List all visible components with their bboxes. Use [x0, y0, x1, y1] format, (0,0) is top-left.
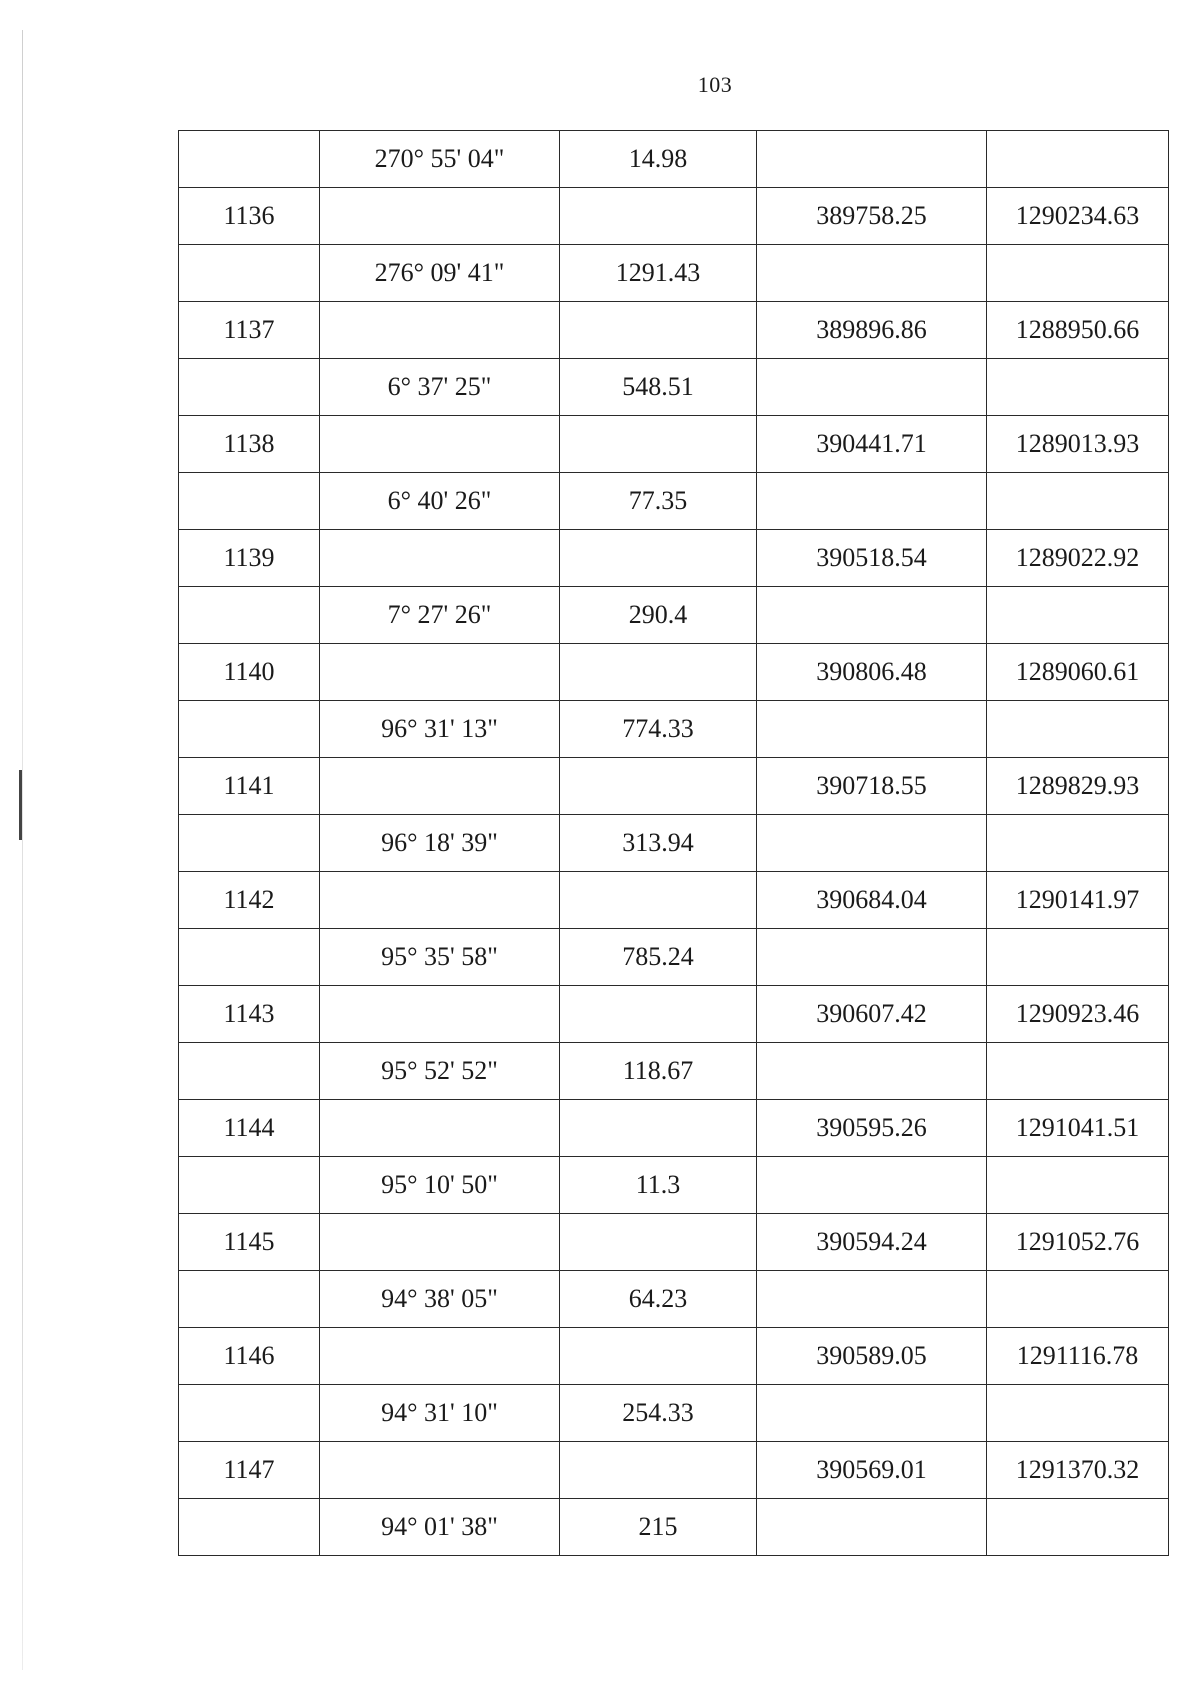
easting-cell: 1289829.93 — [987, 758, 1169, 815]
northing-cell — [757, 1385, 987, 1442]
table-row — [179, 245, 1169, 302]
distance-cell: 11.3 — [560, 1157, 757, 1214]
station-cell — [179, 359, 320, 416]
bearing-cell — [320, 302, 560, 359]
station-cell: 1138 — [179, 416, 320, 473]
bearing-cell — [320, 986, 560, 1043]
station-cell: 1146 — [179, 1328, 320, 1385]
distance-cell: 77.35 — [560, 473, 757, 530]
distance-cell: 215 — [560, 1499, 757, 1556]
bearing-cell: 7° 27' 26" — [320, 587, 560, 644]
easting-cell — [987, 359, 1169, 416]
bearing-cell: 95° 52' 52" — [320, 1043, 560, 1100]
distance-cell — [560, 302, 757, 359]
survey-table-body — [179, 131, 1169, 1556]
table-row — [179, 131, 1169, 188]
station-cell: 1145 — [179, 1214, 320, 1271]
distance-cell: 548.51 — [560, 359, 757, 416]
station-cell: 1142 — [179, 872, 320, 929]
bearing-cell — [320, 530, 560, 587]
station-cell — [179, 131, 320, 188]
station-cell: 1137 — [179, 302, 320, 359]
table-row — [179, 701, 1169, 758]
station-cell: 1136 — [179, 188, 320, 245]
northing-cell — [757, 1043, 987, 1100]
bearing-cell: 96° 31' 13" — [320, 701, 560, 758]
easting-cell: 1290923.46 — [987, 986, 1169, 1043]
station-cell — [179, 587, 320, 644]
bearing-cell: 6° 40' 26" — [320, 473, 560, 530]
bearing-cell — [320, 644, 560, 701]
distance-cell — [560, 1328, 757, 1385]
table-row — [179, 416, 1169, 473]
easting-cell: 1289060.61 — [987, 644, 1169, 701]
northing-cell: 389758.25 — [757, 188, 987, 245]
station-cell — [179, 1271, 320, 1328]
distance-cell — [560, 1442, 757, 1499]
distance-cell: 774.33 — [560, 701, 757, 758]
northing-cell: 389896.86 — [757, 302, 987, 359]
table-row — [179, 815, 1169, 872]
bearing-cell: 270° 55' 04" — [320, 131, 560, 188]
distance-cell — [560, 986, 757, 1043]
distance-cell: 290.4 — [560, 587, 757, 644]
distance-cell: 64.23 — [560, 1271, 757, 1328]
easting-cell: 1288950.66 — [987, 302, 1169, 359]
northing-cell: 390589.05 — [757, 1328, 987, 1385]
bearing-cell: 6° 37' 25" — [320, 359, 560, 416]
scan-edge-line — [22, 30, 23, 1670]
easting-cell: 1291370.32 — [987, 1442, 1169, 1499]
table-row — [179, 587, 1169, 644]
bearing-cell: 95° 10' 50" — [320, 1157, 560, 1214]
easting-cell: 1289013.93 — [987, 416, 1169, 473]
easting-cell — [987, 815, 1169, 872]
station-cell: 1140 — [179, 644, 320, 701]
northing-cell — [757, 131, 987, 188]
bearing-cell — [320, 188, 560, 245]
bearing-cell: 96° 18' 39" — [320, 815, 560, 872]
easting-cell — [987, 1499, 1169, 1556]
table-row — [179, 188, 1169, 245]
northing-cell: 390718.55 — [757, 758, 987, 815]
easting-cell: 1289022.92 — [987, 530, 1169, 587]
northing-cell — [757, 929, 987, 986]
distance-cell — [560, 758, 757, 815]
station-cell — [179, 1499, 320, 1556]
northing-cell: 390441.71 — [757, 416, 987, 473]
station-cell: 1147 — [179, 1442, 320, 1499]
distance-cell — [560, 1100, 757, 1157]
easting-cell — [987, 473, 1169, 530]
station-cell: 1141 — [179, 758, 320, 815]
station-cell — [179, 473, 320, 530]
station-cell: 1144 — [179, 1100, 320, 1157]
easting-cell — [987, 1157, 1169, 1214]
station-cell — [179, 1043, 320, 1100]
easting-cell: 1291041.51 — [987, 1100, 1169, 1157]
distance-cell — [560, 188, 757, 245]
easting-cell — [987, 929, 1169, 986]
northing-cell: 390569.01 — [757, 1442, 987, 1499]
scan-edge-mark — [19, 770, 22, 840]
northing-cell — [757, 587, 987, 644]
distance-cell — [560, 1214, 757, 1271]
northing-cell — [757, 473, 987, 530]
table-row — [179, 1328, 1169, 1385]
bearing-cell — [320, 416, 560, 473]
bearing-cell — [320, 758, 560, 815]
table-row — [179, 872, 1169, 929]
bearing-cell: 95° 35' 58" — [320, 929, 560, 986]
northing-cell — [757, 1157, 987, 1214]
easting-cell: 1290234.63 — [987, 188, 1169, 245]
station-cell — [179, 929, 320, 986]
station-cell: 1143 — [179, 986, 320, 1043]
station-cell — [179, 1157, 320, 1214]
northing-cell: 390594.24 — [757, 1214, 987, 1271]
table-row — [179, 1043, 1169, 1100]
easting-cell: 1291052.76 — [987, 1214, 1169, 1271]
bearing-cell: 94° 31' 10" — [320, 1385, 560, 1442]
survey-table — [178, 130, 1169, 1556]
table-row — [179, 986, 1169, 1043]
northing-cell: 390595.26 — [757, 1100, 987, 1157]
table-row — [179, 644, 1169, 701]
northing-cell — [757, 1499, 987, 1556]
table-row — [179, 359, 1169, 416]
northing-cell — [757, 245, 987, 302]
table-row — [179, 1214, 1169, 1271]
station-cell — [179, 815, 320, 872]
bearing-cell: 94° 01' 38" — [320, 1499, 560, 1556]
bearing-cell — [320, 1100, 560, 1157]
northing-cell: 390518.54 — [757, 530, 987, 587]
station-cell — [179, 1385, 320, 1442]
easting-cell — [987, 701, 1169, 758]
easting-cell: 1291116.78 — [987, 1328, 1169, 1385]
station-cell — [179, 245, 320, 302]
bearing-cell — [320, 1328, 560, 1385]
table-row — [179, 1157, 1169, 1214]
table-row — [179, 1100, 1169, 1157]
distance-cell: 254.33 — [560, 1385, 757, 1442]
table-row — [179, 302, 1169, 359]
northing-cell — [757, 359, 987, 416]
table-row — [179, 1442, 1169, 1499]
distance-cell — [560, 644, 757, 701]
bearing-cell — [320, 1214, 560, 1271]
table-row — [179, 1385, 1169, 1442]
bearing-cell — [320, 1442, 560, 1499]
bearing-cell: 94° 38' 05" — [320, 1271, 560, 1328]
page-number: 103 — [697, 72, 733, 97]
station-cell — [179, 701, 320, 758]
distance-cell — [560, 416, 757, 473]
table-row — [179, 929, 1169, 986]
northing-cell — [757, 1271, 987, 1328]
northing-cell: 390684.04 — [757, 872, 987, 929]
distance-cell: 14.98 — [560, 131, 757, 188]
northing-cell: 390607.42 — [757, 986, 987, 1043]
easting-cell — [987, 1385, 1169, 1442]
table-row — [179, 1499, 1169, 1556]
easting-cell — [987, 131, 1169, 188]
distance-cell: 1291.43 — [560, 245, 757, 302]
distance-cell: 785.24 — [560, 929, 757, 986]
easting-cell — [987, 587, 1169, 644]
bearing-cell: 276° 09' 41" — [320, 245, 560, 302]
easting-cell — [987, 1043, 1169, 1100]
distance-cell — [560, 530, 757, 587]
northing-cell: 390806.48 — [757, 644, 987, 701]
station-cell: 1139 — [179, 530, 320, 587]
northing-cell — [757, 701, 987, 758]
table-row — [179, 758, 1169, 815]
easting-cell: 1290141.97 — [987, 872, 1169, 929]
table-row — [179, 473, 1169, 530]
easting-cell — [987, 1271, 1169, 1328]
northing-cell — [757, 815, 987, 872]
distance-cell: 313.94 — [560, 815, 757, 872]
table-row — [179, 530, 1169, 587]
table-row — [179, 1271, 1169, 1328]
bearing-cell — [320, 872, 560, 929]
distance-cell — [560, 872, 757, 929]
easting-cell — [987, 245, 1169, 302]
distance-cell: 118.67 — [560, 1043, 757, 1100]
